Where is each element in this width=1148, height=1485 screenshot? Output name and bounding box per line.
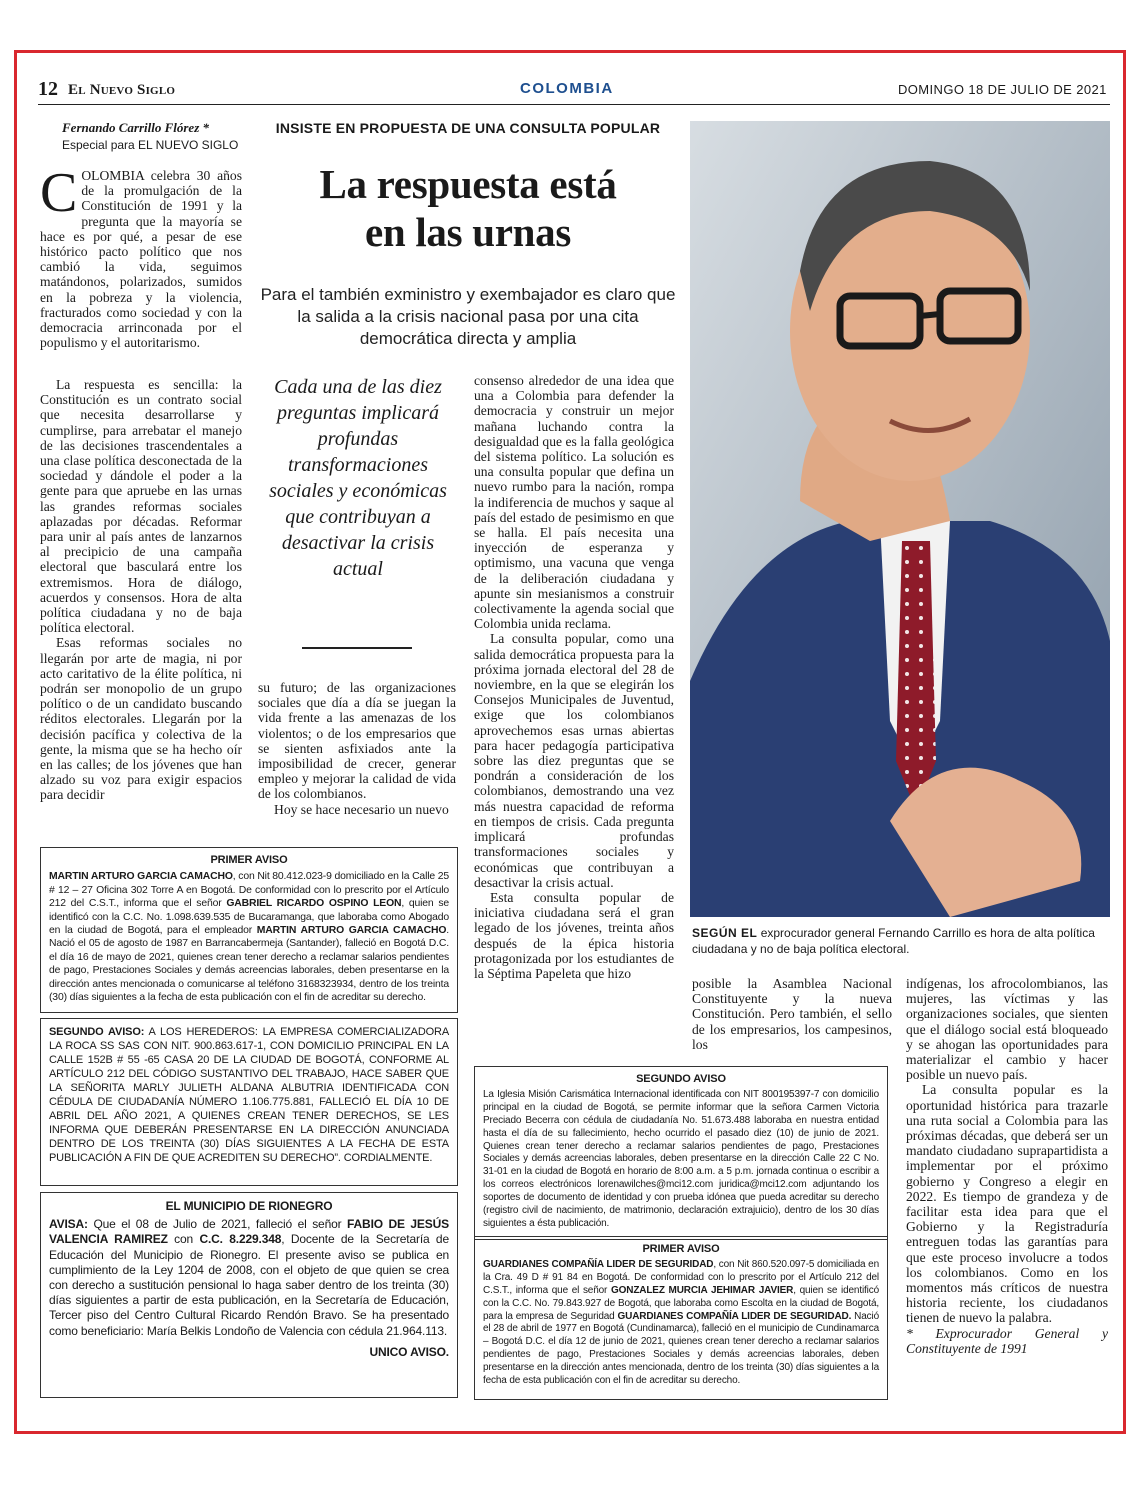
notice-municipio-rionegro (40, 1192, 458, 1398)
article-column-3 (474, 373, 674, 981)
notice-lead: AVISA: (49, 1217, 88, 1232)
paragraph-1: OLOMBIA celebra 30 años de la promulgación de la Constitución de 1991 y la pregunta que la mayoría se hace es por qué, a pesar de ese histórico pacto político que nos cambió la vida, seguimos matándonos, polarizados, sumidos en la pobreza y la violencia, fracturados como sociedad y con la democracia arrinconada por el populismo y el autoritarismo. (40, 168, 242, 351)
notice-name: MARTIN ARTURO GARCIA CAMACHO (49, 871, 233, 883)
article-column-4 (692, 976, 892, 1052)
byline-special: Especial para EL NUEVO SIGLO (62, 138, 239, 152)
section-label: COLOMBIA (520, 80, 614, 97)
issue-date: DOMINGO 18 DE JULIO DE 2021 (898, 82, 1107, 97)
notice-name: FABIO DE JESÚS VALENCIA RAMIREZ (49, 1217, 450, 1247)
drop-cap: C (40, 162, 78, 224)
notice-text: , con Nit 860.520.097-5 domiciliada en la Cra. 49 D # 91 84 en Bogotá. De conformidad con lo prescrito por el Artículo 212 del C.S.T., informa que el señor (483, 1258, 879, 1296)
paragraph-6: Esta consulta popular de iniciativa ciudadana será el gran legado de los jóvenes, treinta años después de la épica historia protagonizada por los estudiantes de la Séptima Papeleta que hizo (474, 889, 674, 981)
article-photo (690, 121, 1110, 917)
article-column-2 (258, 680, 456, 817)
notice-text: con (167, 1232, 200, 1247)
portrait-illustration (690, 121, 1110, 917)
notice-name: MARTIN ARTURO GARCIA CAMACHO (256, 925, 447, 937)
article-column-1 (40, 377, 242, 803)
paragraph-4-cont: consenso alrededor de una idea que una a Colombia para defender la democracia y construir un mejor mañana luchando contra la desigualdad que es la falla geológica del sistema político. La solución es una consulta popular que defina un nuevo rumbo para la nación, rompa la indiferencia de muchos y saque al país del estado de pesimismo en que se halla. El país necesita una inyección de esperanza y optimismo, una vacuna que venga de la deliberación ciudadana y apunte sin mesianismos a construir colectivamente la agenda social que Colombia unida reclama. (474, 373, 674, 632)
notice-body (483, 1259, 879, 1388)
notice-text: , quien se identificó con la C.C. No. 79.843.927 de Bogotá, que laboraba como Escolta en la ciudad de Bogotá, para la empresa de Seguridad (483, 1284, 880, 1322)
photo-caption (692, 925, 1108, 957)
paragraph-6-cont: posible la Asamblea Nacional Constituyente y la nueva Constitución. Pero también, el sello de los empresarios, los campesinos, los (692, 976, 892, 1052)
notice-id: C.C. 8.229.348 (199, 1232, 282, 1247)
notice-text: . Nació el 05 de agosto de 1987 en Barrancabermeja (Santander), falleció en Bogotá D.C. el día 16 de mayo de 2021, quienes crean tener derecho a reclamar salarios pendientes de pago, Prestaciones Sociales y demás acreencias laborales, deben presentarse en la dirección antes mencionada o comunicarse al teléfono 3168323934, dentro de los treinta (30) días siguientes a la fecha de esta publicación con el fin de acreditar su derecho. (49, 925, 449, 1004)
paragraph-3: Esas reformas sociales no llegarán por arte de magia, ni por acto caritativo de la élite política, ni podrán ser monopolio de un grupo político o de un candidato buscando réditos electorales. Llegarán por la decisión pacífica y colectiva de la gente, la misma que se ha hecho oír en las calles; de los jóvenes que han alzado su voz para exigir espacios para decidir (40, 635, 242, 803)
notice-text: , con Nit 80.412.023-9 domiciliado en la Calle 25 # 12 – 27 Oficina 302 Torre A en Bogotá. De conformidad con lo prescrito por el Artículo 212 del C.S.T., informa que el señor (49, 871, 450, 910)
paragraph-4-start: Hoy se hace necesario un nuevo (274, 801, 449, 817)
notice-name: GONZALEZ MURCIA JEHIMAR JAVIER (610, 1284, 794, 1296)
notice-title: PRIMER AVISO (642, 1243, 720, 1255)
caption-text: exprocurador general Fernando Carrillo es hora de alta política ciudadana y no de baja política electoral. (692, 926, 1095, 956)
notice-footer: UNICO AVISO. (369, 1344, 449, 1359)
paragraph-6-cont2: indígenas, los afrocolombianos, las mujeres, las víctimas y las organizaciones sociales, que sienten que el diálogo social está bloqueado y se ahogan las oportunidades para materializar el cambio y hacer posible un nuevo país. (906, 976, 1108, 1083)
notice-primer-aviso-guardianes (474, 1236, 888, 1400)
notice-segundo-aviso-iglesia (474, 1066, 888, 1240)
pull-quote: Cada una de las diez preguntas implicará profundas transformaciones sociales y económicas que contribuyan a desactivar la crisis actual (269, 376, 447, 580)
notice-title: PRIMER AVISO (210, 854, 288, 866)
article-kicker: INSISTE EN PROPUESTA DE UNA CONSULTA POPULAR (275, 120, 661, 136)
notice-text: A LOS HEREDEROS: LA EMPRESA COMERCIALIZADORA LA ROCA SS SAS CON NIT. 900.863.617-1, CON DOMICILIO PRINCIPAL EN LA CALLE 152B # 55 -65 CASA 20 DE LA CIUDAD DE BOGOTÁ, CONFORME AL ARTÍCULO 212 DEL CÓDIGO SUSTANTIVO DEL TRABAJO, HACE SABER QUE LA SEÑORITA MARLY JULIETH ALDANA ALBUTRIA IDENTIFICADA CON CÉDULA DE CIUDADANÍA NÚMERO 1.106.775.881, FALLECIÓ EL DÍA 10 DE ABRIL DEL AÑO 2021, A QUIENES CREAN TENER DERECHOS, SE LES INFORMA QUE DEBERÁN PRESENTARSE EN LA DIRECCIÓN ANUNCIADA DENTRO DE LOS TREINTA (30) DÍAS SIGUIENTES A LA FECHA DE ESTA PUBLICACIÓN A FIN DE QUE ACREDITEN SU DERECHO”. CORDIALMENTE. (49, 1026, 450, 1164)
pull-quote-rule (302, 647, 412, 649)
author-signature: * Exprocurador General y Constituyente de 1991 (906, 1325, 1108, 1356)
notice-title: EL MUNICIPIO DE RIONEGRO (165, 1199, 333, 1213)
notice-body (49, 1217, 449, 1339)
notice-title: SEGUNDO AVISO (636, 1073, 726, 1085)
notice-text: , Docente de la Secretaría de Educación del Municipio de Rionegro. El presente aviso se publica en cumplimiento de la Ley 1204 de 2008, con el objeto de que quien se crea con derecho a sustitución pensional lo haga saber dentro de los treinta (30) días siguientes a partir de esta publicación, en la Secretaría de Educación, Tercer piso del Centro Cultural Ricardo Rendón Bravo. Se ha presentado como beneficiario: María Belkis Londoño de Valencia con cédula 21.964.113. (49, 1232, 449, 1338)
notice-text: , quien se identificó con la C.C. No. 1.098.639.535 de Bucaramanga, que laboraba como Abogado en la ciudad de Bogotá, para el empleador (49, 898, 449, 937)
notice-body: La Iglesia Misión Carismática Internacional identificada con NIT 800195397-7 con domicilio principal en la ciudad de Bogotá, se permite informar que la señora Carmen Victoria Preciado Becerra con cédula de ciudadanía No. 51.673.488 laboraba en nuestra entidad hasta el día de su fallecimiento, hecho ocurrido el pasado diez (10) de junio de 2021. Quienes crean tener derecho a reclamar salarios pendientes de pago, Prestaciones Sociales y demás acreencias laborales, deben presentarse en la dirección Calle 22 C No. 31-01 en la ciudad de Bogotá en horario de 8:00 a.m. a 5 p.m. jornada continua o escribir a los correos electrónicos lorenawilches@mci12.com juridica@mci12.com adjuntando los soportes de documento de identidad y con prueba idónea que pueda acreditar su derecho (registro civil de nacimiento, de matrimonio, declaración extrajuicio), dentro de los 30 días siguientes a ésta publicación. (483, 1088, 879, 1229)
paragraph-7: La consulta popular es la oportunidad histórica para trazarle una ruta social a Colombia para las próximas décadas, que deberá ser un mandato ciudadano suprapartidista a implementar por el próximo gobierno y Congreso a elegir en 2022. Es tiempo de grandeza y de facilitar esta idea para que el Gobierno y la Registraduría entreguen todas las garantías para que este proceso involucre a todos los colombianos. Como en los momentos más críticos de nuestra historia reciente, los ciudadanos tienen de nuevo la palabra. (906, 1082, 1108, 1326)
newspaper-name: El Nuevo Siglo (68, 82, 176, 98)
caption-lead: SEGÚN EL (692, 926, 758, 940)
headline-line-2: en las urnas (364, 209, 571, 255)
headline-line-1: La respuesta está (319, 161, 617, 207)
notice-body (49, 870, 449, 1004)
notice-segundo-aviso-la-roca (40, 1018, 458, 1186)
notice-lead: SEGUNDO AVISO: (49, 1026, 145, 1038)
notice-text: Nació el 28 de abril de 1977 en Bogotá (Cundinamarca), falleció en el municipio de Cundinamarca – Bogotá D.C. el día 12 de junio de 2021, quienes crean tener derecho a reclamar salarios pendientes de pago, Prestaciones Sociales y demás acreencias laborales, deben presentarse en la dirección antes mencionada, dentro de los treinta (30) días siguientes a la fecha de esta publicación con el fin de acreditar su derecho. (483, 1310, 879, 1387)
paragraph-3-cont: su futuro; de las organizaciones sociales que día a día se juegan la vida frente a las amenazas de los violentos; o de los empresarios que se sienten asfixiados ante la imposibilidad de crecer, generar empleo y mejorar la calidad de vida de los colombianos. (258, 680, 456, 802)
notice-name: GUARDIANES COMPAÑÍA LIDER DE SEGURIDAD. (617, 1310, 852, 1322)
article-deck: Para el también exministro y exembajador es claro que la salida a la crisis nacional pasa por una cita democrática directa y amplia (260, 285, 676, 348)
paragraph-2: La respuesta es sencilla: la Constitución es un contrato social que necesita desarrollarse y cumplirse, para arrebatar el manejo de las decisiones trascendentales a una clase política desconectada de la sociedad y dándole el poder a la gente para que apruebe en las urnas las grandes reformas sociales aplazadas por décadas. Reformar para unir al país antes de lanzarnos al precipicio de una campaña electoral que basculará entre los extremismos. Hora de diálogo, acuerdos y consensos. Hora de alta política ciudadana y no de baja política electoral. (40, 377, 242, 636)
article-headline (258, 160, 678, 256)
article-column-5 (906, 976, 1108, 1356)
paragraph-5: La consulta popular, como una salida democrática propuesta para la próxima jornada electoral del 28 de noviembre, en la que se elegirán los Consejos Municipales de Juventud, exige que los colombianos aprovechemos esas urnas abiertas para hacer pedagogía participativa sobre las diez preguntas que se pondrán a consideración de los colombianos, demostrando una vez más nuestra capacidad de reforma en tiempos de crisis. Cada pregunta implicará profundas transformaciones sociales y económicas que contribuyan a desactivar la crisis actual. (474, 631, 674, 890)
byline-author: Fernando Carrillo Flórez * (62, 120, 210, 135)
notice-name: GABRIEL RICARDO OSPINO LEON (226, 898, 402, 910)
notice-name: GUARDIANES COMPAÑÍA LIDER DE SEGURIDAD (483, 1258, 714, 1270)
header-rule (38, 104, 1110, 105)
article-intro (40, 162, 242, 351)
notice-text: Que el 08 de Julio de 2021, falleció el señor (87, 1217, 348, 1232)
page-number: 12 (38, 78, 58, 100)
notice-primer-aviso-garcia (40, 847, 458, 1013)
